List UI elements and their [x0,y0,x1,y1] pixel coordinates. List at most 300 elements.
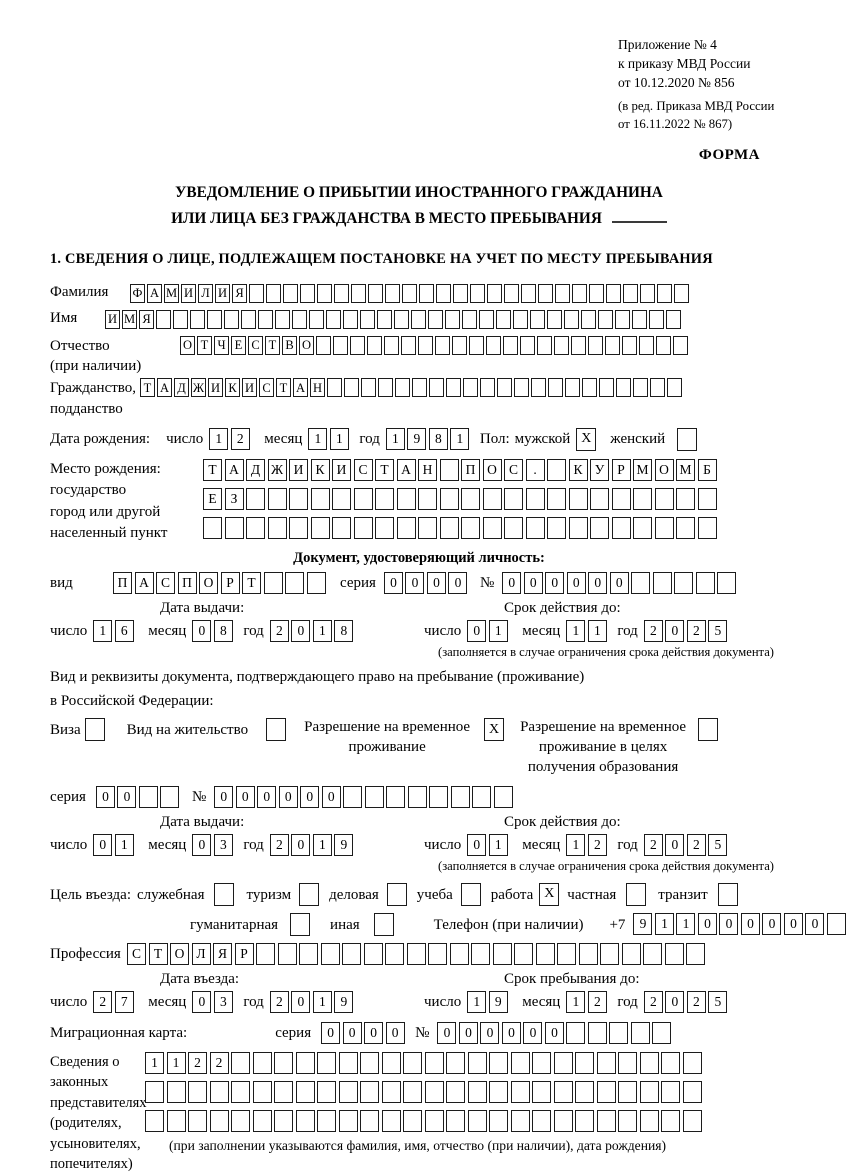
char-cell[interactable] [446,1110,465,1132]
char-cell[interactable] [343,310,358,329]
char-cell[interactable] [256,943,275,965]
char-cell[interactable] [605,336,620,355]
char-cell[interactable]: И [289,459,308,481]
char-cell[interactable] [249,284,264,303]
char-cell[interactable] [343,786,362,808]
char-cell[interactable] [274,1052,293,1074]
char-cell[interactable]: Т [140,378,155,397]
char-cell[interactable] [317,1052,336,1074]
char-cell[interactable] [351,284,366,303]
char-cell[interactable] [686,943,705,965]
char-cell[interactable]: 0 [192,620,211,642]
char-cell[interactable]: 2 [644,834,663,856]
char-cell[interactable] [145,1110,164,1132]
char-cell[interactable]: Л [192,943,211,965]
char-cell[interactable] [253,1081,272,1103]
char-cell[interactable]: К [569,459,588,481]
char-cell[interactable]: 2 [270,834,289,856]
char-cell[interactable] [590,488,609,510]
char-cell[interactable] [425,1110,444,1132]
char-cell[interactable]: 2 [188,1052,207,1074]
char-cell[interactable] [597,1052,616,1074]
char-cell[interactable] [582,378,597,397]
char-cell[interactable] [268,517,287,539]
char-cell[interactable] [440,459,459,481]
char-cell[interactable] [266,284,281,303]
char-cell[interactable] [479,310,494,329]
char-cell[interactable] [674,284,689,303]
char-cell[interactable]: 1 [209,428,228,450]
char-cell[interactable]: О [483,459,502,481]
char-cell[interactable] [526,488,545,510]
char-cell[interactable]: Р [612,459,631,481]
char-cell[interactable] [418,488,437,510]
char-cell[interactable] [597,1110,616,1132]
char-cell[interactable]: 2 [210,1052,229,1074]
char-cell[interactable] [554,1081,573,1103]
char-cell[interactable] [299,943,318,965]
char-cell[interactable] [418,336,433,355]
char-cell[interactable]: А [135,572,154,594]
char-cell[interactable] [296,1081,315,1103]
char-cell[interactable] [666,310,681,329]
char-cell[interactable] [253,1052,272,1074]
char-cell[interactable] [407,943,426,965]
char-cell[interactable] [190,310,205,329]
char-cell[interactable] [661,1052,680,1074]
char-cell[interactable] [258,310,273,329]
char-cell[interactable] [210,1081,229,1103]
char-cell[interactable] [289,488,308,510]
char-cell[interactable] [514,378,529,397]
char-cell[interactable] [225,517,244,539]
char-cell[interactable]: 9 [334,991,353,1013]
char-cell[interactable]: 2 [588,834,607,856]
char-cell[interactable] [418,517,437,539]
char-cell[interactable] [683,1052,702,1074]
char-cell[interactable] [428,943,447,965]
char-cell[interactable] [274,1081,293,1103]
char-cell[interactable]: Н [418,459,437,481]
char-cell[interactable]: 3 [214,991,233,1013]
char-cell[interactable]: 0 [567,572,586,594]
char-cell[interactable] [555,284,570,303]
char-cell[interactable] [616,378,631,397]
char-cell[interactable]: X [576,428,596,451]
char-cell[interactable] [564,310,579,329]
char-cell[interactable] [231,1110,250,1132]
char-cell[interactable] [307,572,326,594]
char-cell[interactable]: 0 [502,572,521,594]
char-cell[interactable] [285,572,304,594]
char-cell[interactable] [657,284,672,303]
char-cell[interactable] [536,943,555,965]
char-cell[interactable] [575,1110,594,1132]
char-cell[interactable] [360,310,375,329]
char-cell[interactable] [360,1110,379,1132]
char-cell[interactable] [511,1081,530,1103]
char-cell[interactable] [382,1110,401,1132]
char-cell[interactable] [538,284,553,303]
char-cell[interactable]: Б [698,459,717,481]
char-cell[interactable] [246,517,265,539]
char-cell[interactable] [547,459,566,481]
char-cell[interactable] [361,378,376,397]
char-cell[interactable] [344,378,359,397]
char-cell[interactable]: 0 [523,1022,542,1044]
char-cell[interactable] [160,786,179,808]
char-cell[interactable]: 7 [115,991,134,1013]
char-cell[interactable]: 0 [545,572,564,594]
char-cell[interactable]: 2 [588,991,607,1013]
char-cell[interactable] [397,488,416,510]
char-cell[interactable] [698,718,718,741]
char-cell[interactable]: З [225,488,244,510]
char-cell[interactable] [378,378,393,397]
char-cell[interactable] [375,488,394,510]
char-cell[interactable] [278,943,297,965]
char-cell[interactable] [368,284,383,303]
char-cell[interactable]: 0 [257,786,276,808]
char-cell[interactable]: В [282,336,297,355]
char-cell[interactable]: 8 [429,428,448,450]
char-cell[interactable] [554,1110,573,1132]
char-cell[interactable]: 9 [633,913,652,935]
char-cell[interactable] [588,336,603,355]
char-cell[interactable] [503,336,518,355]
char-cell[interactable]: 1 [330,428,349,450]
char-cell[interactable] [462,310,477,329]
char-cell[interactable]: П [461,459,480,481]
char-cell[interactable]: С [259,378,274,397]
char-cell[interactable]: 1 [167,1052,186,1074]
char-cell[interactable]: А [147,284,162,303]
char-cell[interactable]: 0 [805,913,824,935]
char-cell[interactable] [253,1110,272,1132]
char-cell[interactable] [632,310,647,329]
char-cell[interactable]: Т [375,459,394,481]
char-cell[interactable] [532,1081,551,1103]
char-cell[interactable] [246,488,265,510]
char-cell[interactable] [299,883,319,906]
char-cell[interactable] [504,284,519,303]
char-cell[interactable]: 8 [214,620,233,642]
char-cell[interactable]: Я [232,284,247,303]
char-cell[interactable]: 0 [545,1022,564,1044]
char-cell[interactable] [145,1081,164,1103]
char-cell[interactable] [339,1110,358,1132]
char-cell[interactable] [696,572,715,594]
char-cell[interactable] [565,378,580,397]
char-cell[interactable]: 0 [719,913,738,935]
char-cell[interactable]: 0 [117,786,136,808]
char-cell[interactable]: 1 [489,620,508,642]
char-cell[interactable] [489,1052,508,1074]
char-cell[interactable] [606,284,621,303]
char-cell[interactable]: 0 [665,834,684,856]
char-cell[interactable]: У [590,459,609,481]
char-cell[interactable]: 0 [321,1022,340,1044]
char-cell[interactable]: Н [310,378,325,397]
char-cell[interactable] [429,378,444,397]
char-cell[interactable] [354,488,373,510]
char-cell[interactable] [640,1081,659,1103]
char-cell[interactable] [339,1052,358,1074]
char-cell[interactable] [156,310,171,329]
char-cell[interactable] [717,572,736,594]
char-cell[interactable]: 1 [566,834,585,856]
char-cell[interactable] [167,1110,186,1132]
char-cell[interactable]: 0 [364,1022,383,1044]
char-cell[interactable] [241,310,256,329]
char-cell[interactable] [609,1022,628,1044]
char-cell[interactable] [289,517,308,539]
char-cell[interactable] [600,943,619,965]
char-cell[interactable] [639,336,654,355]
char-cell[interactable] [203,517,222,539]
char-cell[interactable] [494,786,513,808]
char-cell[interactable] [514,943,533,965]
char-cell[interactable]: 0 [291,834,310,856]
char-cell[interactable] [453,284,468,303]
char-cell[interactable] [571,336,586,355]
char-cell[interactable] [489,1081,508,1103]
char-cell[interactable] [633,488,652,510]
char-cell[interactable] [463,378,478,397]
char-cell[interactable] [718,883,738,906]
char-cell[interactable]: Р [235,943,254,965]
char-cell[interactable]: 0 [384,572,403,594]
char-cell[interactable] [683,1110,702,1132]
char-cell[interactable] [618,1081,637,1103]
char-cell[interactable] [468,1081,487,1103]
char-cell[interactable]: 0 [343,1022,362,1044]
char-cell[interactable] [296,1110,315,1132]
char-cell[interactable] [210,1110,229,1132]
char-cell[interactable] [656,336,671,355]
char-cell[interactable] [334,284,349,303]
char-cell[interactable] [618,1052,637,1074]
char-cell[interactable] [274,1110,293,1132]
char-cell[interactable]: 2 [644,620,663,642]
char-cell[interactable] [268,488,287,510]
char-cell[interactable] [385,943,404,965]
char-cell[interactable] [661,1110,680,1132]
char-cell[interactable]: С [248,336,263,355]
char-cell[interactable] [581,310,596,329]
char-cell[interactable]: О [170,943,189,965]
char-cell[interactable]: 0 [437,1022,456,1044]
char-cell[interactable] [461,488,480,510]
char-cell[interactable] [394,310,409,329]
char-cell[interactable] [643,943,662,965]
char-cell[interactable] [283,284,298,303]
char-cell[interactable] [316,336,331,355]
char-cell[interactable] [360,1081,379,1103]
char-cell[interactable]: А [397,459,416,481]
char-cell[interactable] [513,310,528,329]
char-cell[interactable]: П [178,572,197,594]
char-cell[interactable] [446,1052,465,1074]
char-cell[interactable] [530,310,545,329]
char-cell[interactable] [332,488,351,510]
char-cell[interactable] [446,378,461,397]
char-cell[interactable] [188,1110,207,1132]
char-cell[interactable]: И [105,310,120,329]
char-cell[interactable] [537,336,552,355]
char-cell[interactable]: О [655,459,674,481]
char-cell[interactable] [622,943,641,965]
char-cell[interactable] [640,1110,659,1132]
char-cell[interactable]: Т [265,336,280,355]
char-cell[interactable] [511,1110,530,1132]
char-cell[interactable] [622,336,637,355]
char-cell[interactable] [676,517,695,539]
char-cell[interactable]: Р [221,572,240,594]
char-cell[interactable] [532,1110,551,1132]
char-cell[interactable] [497,378,512,397]
char-cell[interactable] [264,572,283,594]
char-cell[interactable] [321,943,340,965]
char-cell[interactable] [452,336,467,355]
char-cell[interactable]: 2 [687,834,706,856]
char-cell[interactable] [520,336,535,355]
char-cell[interactable] [569,488,588,510]
char-cell[interactable] [547,517,566,539]
char-cell[interactable]: 0 [741,913,760,935]
char-cell[interactable]: Я [213,943,232,965]
char-cell[interactable] [377,310,392,329]
char-cell[interactable] [597,1081,616,1103]
char-cell[interactable]: 1 [313,834,332,856]
char-cell[interactable] [588,1022,607,1044]
char-cell[interactable] [496,310,511,329]
char-cell[interactable]: И [332,459,351,481]
char-cell[interactable] [472,786,491,808]
char-cell[interactable] [469,336,484,355]
char-cell[interactable] [640,1052,659,1074]
char-cell[interactable]: П [113,572,132,594]
char-cell[interactable] [493,943,512,965]
char-cell[interactable] [547,488,566,510]
char-cell[interactable]: 0 [236,786,255,808]
char-cell[interactable] [615,310,630,329]
char-cell[interactable] [612,517,631,539]
char-cell[interactable] [317,1110,336,1132]
char-cell[interactable] [309,310,324,329]
char-cell[interactable]: 1 [676,913,695,935]
char-cell[interactable]: 0 [698,913,717,935]
char-cell[interactable]: 8 [334,620,353,642]
char-cell[interactable] [461,883,481,906]
char-cell[interactable] [531,378,546,397]
char-cell[interactable] [360,1052,379,1074]
char-cell[interactable] [451,786,470,808]
char-cell[interactable]: И [215,284,230,303]
char-cell[interactable]: 0 [192,991,211,1013]
char-cell[interactable]: 2 [644,991,663,1013]
char-cell[interactable] [429,786,448,808]
char-cell[interactable] [667,378,682,397]
char-cell[interactable] [224,310,239,329]
char-cell[interactable]: 0 [784,913,803,935]
char-cell[interactable] [350,336,365,355]
char-cell[interactable] [397,517,416,539]
char-cell[interactable] [440,517,459,539]
char-cell[interactable] [207,310,222,329]
char-cell[interactable]: 1 [308,428,327,450]
char-cell[interactable] [425,1052,444,1074]
char-cell[interactable] [618,1110,637,1132]
char-cell[interactable] [554,336,569,355]
char-cell[interactable]: X [484,718,504,741]
char-cell[interactable]: 9 [407,428,426,450]
char-cell[interactable]: О [180,336,195,355]
char-cell[interactable] [698,488,717,510]
char-cell[interactable] [425,1081,444,1103]
char-cell[interactable]: 0 [386,1022,405,1044]
char-cell[interactable] [311,517,330,539]
char-cell[interactable] [598,310,613,329]
char-cell[interactable] [231,1052,250,1074]
char-cell[interactable]: 9 [334,834,353,856]
char-cell[interactable] [384,336,399,355]
char-cell[interactable] [403,1110,422,1132]
char-cell[interactable]: 0 [214,786,233,808]
char-cell[interactable] [579,943,598,965]
char-cell[interactable]: С [156,572,175,594]
char-cell[interactable]: 2 [687,620,706,642]
char-cell[interactable]: 6 [115,620,134,642]
char-cell[interactable] [387,883,407,906]
char-cell[interactable] [661,1081,680,1103]
char-cell[interactable] [231,1081,250,1103]
char-cell[interactable]: 0 [762,913,781,935]
char-cell[interactable] [655,488,674,510]
char-cell[interactable]: 5 [708,620,727,642]
char-cell[interactable] [599,378,614,397]
char-cell[interactable] [450,943,469,965]
char-cell[interactable] [572,284,587,303]
char-cell[interactable]: 0 [524,572,543,594]
char-cell[interactable] [326,310,341,329]
char-cell[interactable] [532,1052,551,1074]
char-cell[interactable]: 0 [427,572,446,594]
char-cell[interactable] [483,488,502,510]
char-cell[interactable] [139,786,158,808]
char-cell[interactable]: Т [242,572,261,594]
char-cell[interactable] [626,883,646,906]
char-cell[interactable]: 1 [115,834,134,856]
char-cell[interactable] [612,488,631,510]
char-cell[interactable] [650,378,665,397]
char-cell[interactable]: Т [276,378,291,397]
char-cell[interactable]: 0 [96,786,115,808]
char-cell[interactable] [665,943,684,965]
char-cell[interactable] [300,284,315,303]
char-cell[interactable]: М [676,459,695,481]
char-cell[interactable]: 2 [270,620,289,642]
char-cell[interactable]: И [181,284,196,303]
char-cell[interactable] [428,310,443,329]
char-cell[interactable] [365,786,384,808]
char-cell[interactable]: 2 [687,991,706,1013]
char-cell[interactable] [401,336,416,355]
char-cell[interactable]: 0 [502,1022,521,1044]
char-cell[interactable] [364,943,383,965]
char-cell[interactable] [317,284,332,303]
char-cell[interactable] [548,378,563,397]
